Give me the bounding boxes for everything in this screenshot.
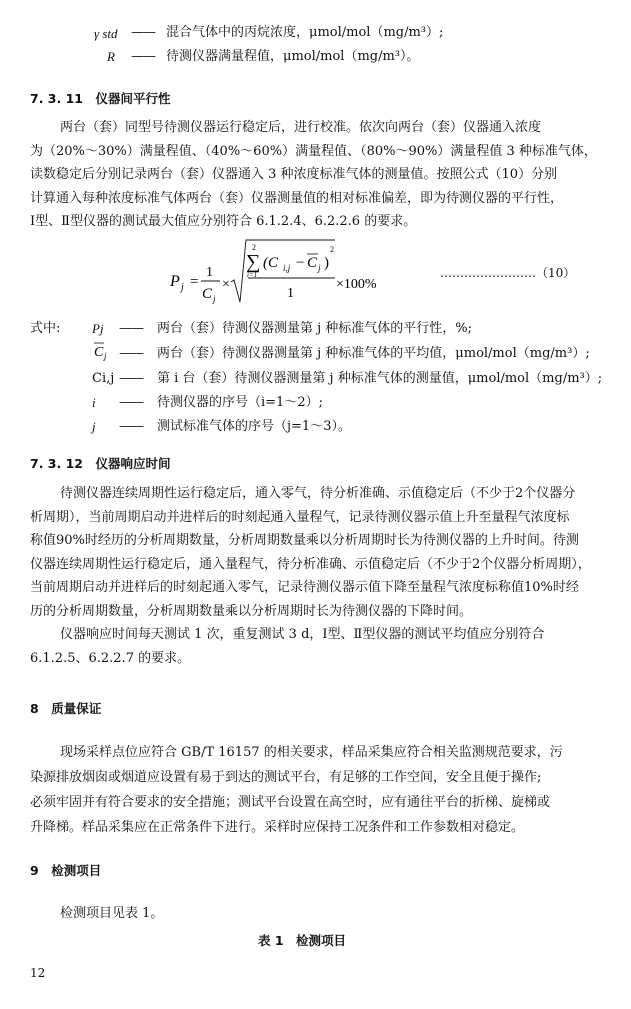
def-dash: ——	[119, 321, 143, 336]
def-symbol-j: j	[92, 419, 96, 434]
formula-number: ……………………（10）	[440, 266, 576, 280]
def-dash: ——	[131, 25, 155, 40]
paragraph-line: 仪器连续周期性运行稳定后，通入量程气，待分析准确、示值稳定后（不少于2个仪器分析周期），	[30, 556, 591, 572]
def-text-cj-bar: 两台（套）待测仪器测量第 j 种标准气体的平均值，μmol/mol（mg/m³）;	[157, 346, 590, 361]
formula-den-sub: j	[213, 294, 216, 304]
def-dash: ——	[119, 371, 143, 386]
paragraph-line: 待测仪器连续周期性运行稳定后，通入零气，待分析准确、示值稳定后（不少于2个仪器分	[60, 486, 576, 501]
paragraph-line: 染源排放烟囱或烟道应设置有易于到达的测试平台，有足够的工作空间，安全且便于操作;	[30, 770, 542, 785]
def-text-r: 待测仪器满量程值，μmol/mol（mg/m³）。	[166, 49, 420, 64]
paragraph-line: 析周期），当前周期启动并进样后的时刻起通入量程气，记录待测仪器示值上升至量程气浓度标	[30, 509, 570, 525]
paragraph-8	[30, 740, 563, 840]
paragraph-line: 称值90%时经历的分析周期数量，分析周期数量乘以分析周期时长为待测仪器的上升时间。待测	[30, 533, 579, 548]
formula-close: )	[324, 255, 329, 271]
paragraph-9: 检测项目见表 1。	[60, 906, 164, 921]
formula-eq: =	[190, 274, 199, 290]
formula-percent: ×100%	[336, 277, 377, 292]
formula-minus: −	[296, 255, 305, 271]
def-text-i: 待测仪器的序号（i=1～2）;	[157, 395, 323, 410]
formula-den: C	[202, 286, 213, 302]
formula-cbar-sub: j	[318, 263, 321, 273]
def-text-cij: 第 i 台（套）待测仪器测量第 j 种标准气体的测量值，μmol/mol（mg/m³）;	[157, 371, 603, 386]
def-symbol-i: i	[92, 395, 96, 410]
paragraph-line: 两台（套）同型号待测仪器运行稳定后，进行校准。依次向两台（套）仪器通入浓度	[60, 120, 542, 135]
formula-divisor: 1	[287, 286, 294, 301]
def-dash: ——	[119, 419, 143, 434]
paragraph-7-3-12	[30, 482, 591, 670]
section-heading-8: 8 质量保证	[30, 701, 102, 716]
where-label: 式中:	[30, 321, 61, 336]
def-symbol-pj: Pj	[92, 321, 104, 336]
formula-10	[170, 238, 400, 308]
formula-lhs: P	[170, 273, 180, 290]
paragraph-7-3-11	[30, 116, 597, 234]
def-dash: ——	[131, 49, 155, 64]
sum-bottom: i=1	[247, 271, 258, 279]
paragraph-line: 现场采样点位应符合 GB/T 16157 的相关要求，样品采集应符合相关监测规范要求，污	[60, 745, 563, 760]
sum-sign: ∑	[246, 251, 261, 273]
formula-num: 1	[206, 265, 213, 280]
paragraph-line: 升降梯。样品采集应在正常条件下进行。采样时应保持工况条件和工作参数相对稳定。	[30, 820, 525, 835]
formula-body: (C	[263, 255, 278, 271]
paragraph-line: 仪器响应时间每天测试 1 次，重复测试 3 d，Ⅰ型、Ⅱ型仪器的测试平均值应分别符合	[60, 627, 545, 642]
paragraph-line: 读数稳定后分别记录两台（套）仪器通入 3 种浓度标准气体的测量值。按照公式（10）分别	[30, 167, 558, 182]
def-dash: ——	[119, 395, 143, 410]
formula-lhs-sub: j	[181, 282, 184, 293]
paragraph-line: Ⅰ型、Ⅱ型仪器的测试最大值应分别符合 6.1.2.4、6.2.2.6 的要求。	[30, 214, 417, 229]
formula-times: ×	[222, 277, 230, 292]
formula-body-sub: i,j	[283, 263, 291, 273]
paragraph-line: 6.1.2.5、6.2.2.7 的要求。	[30, 650, 191, 666]
svg-text:j: j	[104, 351, 107, 361]
section-heading-7-3-11: 7. 3. 11 仪器间平行性	[30, 91, 171, 106]
def-symbol-cj-bar	[92, 340, 114, 362]
def-dash: ——	[119, 346, 143, 361]
paragraph-line: 历的分析周期数量，分析周期数量乘以分析周期时长为待测仪器的下降时间。	[30, 603, 473, 619]
def-text-gamma-std: 混合气体中的丙烷浓度，μmol/mol（mg/m³）;	[166, 25, 444, 40]
def-text-pj: 两台（套）待测仪器测量第 j 种标准气体的平行性，%;	[157, 321, 473, 336]
paragraph-line: 为（20%～30%）满量程值、（40%～60%）满量程值、（80%～90%）满量程值 3 种标准气体，	[30, 143, 597, 159]
table-title: 表 1 检测项目	[258, 933, 347, 948]
formula-power: 2	[330, 245, 334, 254]
def-symbol-r: R	[107, 49, 115, 64]
section-heading-7-3-12: 7. 3. 12 仪器响应时间	[30, 456, 171, 471]
formula-cbar: C	[307, 255, 318, 271]
sum-top: 2	[252, 243, 256, 252]
def-symbol-cij: Ci,j	[92, 371, 115, 386]
svg-text:C: C	[94, 345, 104, 360]
def-symbol-gamma-std: γ std	[94, 26, 118, 41]
paragraph-line: 当前周期启动并进样后的时刻起通入零气，记录待测仪器示值下降至量程气浓度标称值10%时经	[30, 580, 579, 595]
paragraph-line: 计算通入每种浓度标准气体两台（套）仪器测量值的相对标准偏差，即为待测仪器的平行性，	[30, 190, 564, 206]
def-text-j: 测试标准气体的序号（j=1～3）。	[157, 419, 351, 434]
section-heading-9: 9 检测项目	[30, 863, 102, 878]
page-number: 12	[30, 966, 46, 980]
paragraph-line: 必须牢固并有符合要求的安全措施；测试平台设置在高空时，应有通往平台的折梯、旋梯或	[30, 795, 551, 810]
